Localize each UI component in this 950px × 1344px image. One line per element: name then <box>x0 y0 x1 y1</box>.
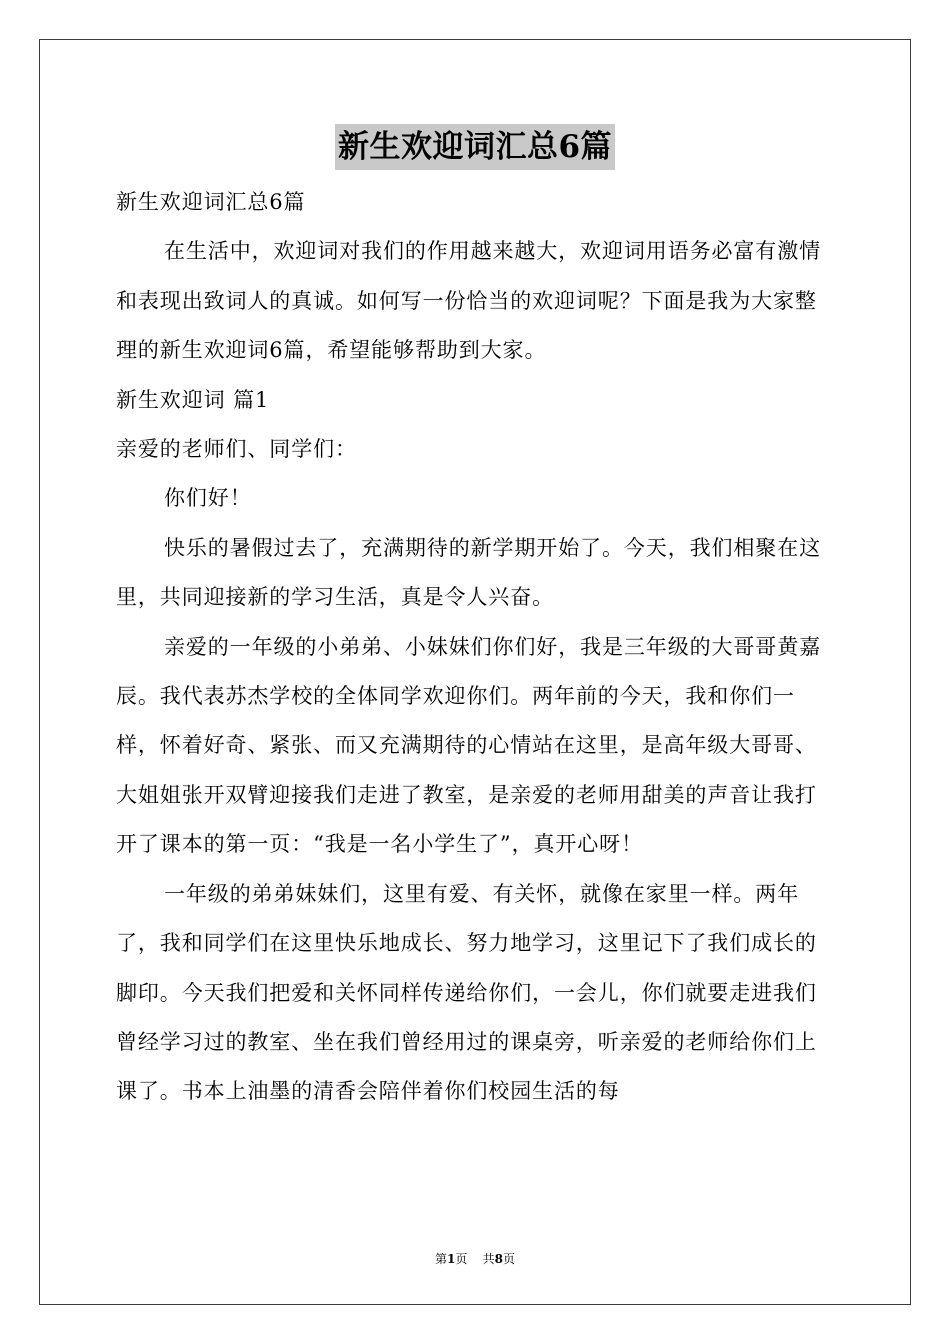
body-paragraph: 快乐的暑假过去了，充满期待的新学期开始了。今天，我们相聚在这里，共同迎接新的学习生活，真是令人兴奋。 <box>116 535 821 610</box>
total-pages: 8 <box>494 1252 503 1266</box>
total-prefix: 共 <box>482 1252 495 1266</box>
section-heading: 新生欢迎词 篇1 <box>116 387 270 412</box>
page-number: 1 <box>446 1252 456 1266</box>
intro-paragraph: 在生活中，欢迎词对我们的作用越来越大，欢迎词用语务必富有激情和表现出致词人的真诚。如何写一份恰当的欢迎词呢？下面是我为大家整理的新生欢迎词6篇，希望能够帮助到大家。 <box>116 239 821 363</box>
document-subtitle: 新生欢迎词汇总6篇 <box>116 190 306 214</box>
body-paragraph: 一年级的弟弟妹妹们，这里有爱、有关怀，就像在家里一样。两年了，我和同学们在这里快乐地成长、努力地学习，这里记下了我们成长的脚印。今天我们把爱和关怀同样传递给你们，一会儿，你们就要走进我们曾经学习过的教室、坐在我们曾经用过的课桌旁，听亲爱的老师给你们上课了。书本上油墨的清香会陪伴着你们校园生活的每 <box>116 881 817 1104</box>
greeting: 你们好！ <box>164 486 252 511</box>
page-prefix: 第 <box>434 1252 447 1266</box>
document-title: 新生欢迎词汇总6篇 <box>335 124 615 170</box>
document-body <box>116 178 832 1117</box>
title-area <box>0 124 950 170</box>
total-suffix: 页 <box>503 1252 516 1266</box>
salutation: 亲爱的老师们、同学们： <box>116 437 357 462</box>
page-footer <box>0 1250 950 1267</box>
page-suffix: 页 <box>455 1252 468 1266</box>
body-paragraph: 亲爱的一年级的小弟弟、小妹妹们你们好，我是三年级的大哥哥黄嘉辰。我代表苏杰学校的全体同学欢迎你们。两年前的今天，我和你们一样，怀着好奇、紧张、而又充满期待的心情站在这里，是高年级大哥哥、大姐姐张开双臂迎接我们走进了教室，是亲爱的老师用甜美的声音让我打开了课本的第一页：“我是一名小学生了”，真开心呀！ <box>116 634 821 857</box>
